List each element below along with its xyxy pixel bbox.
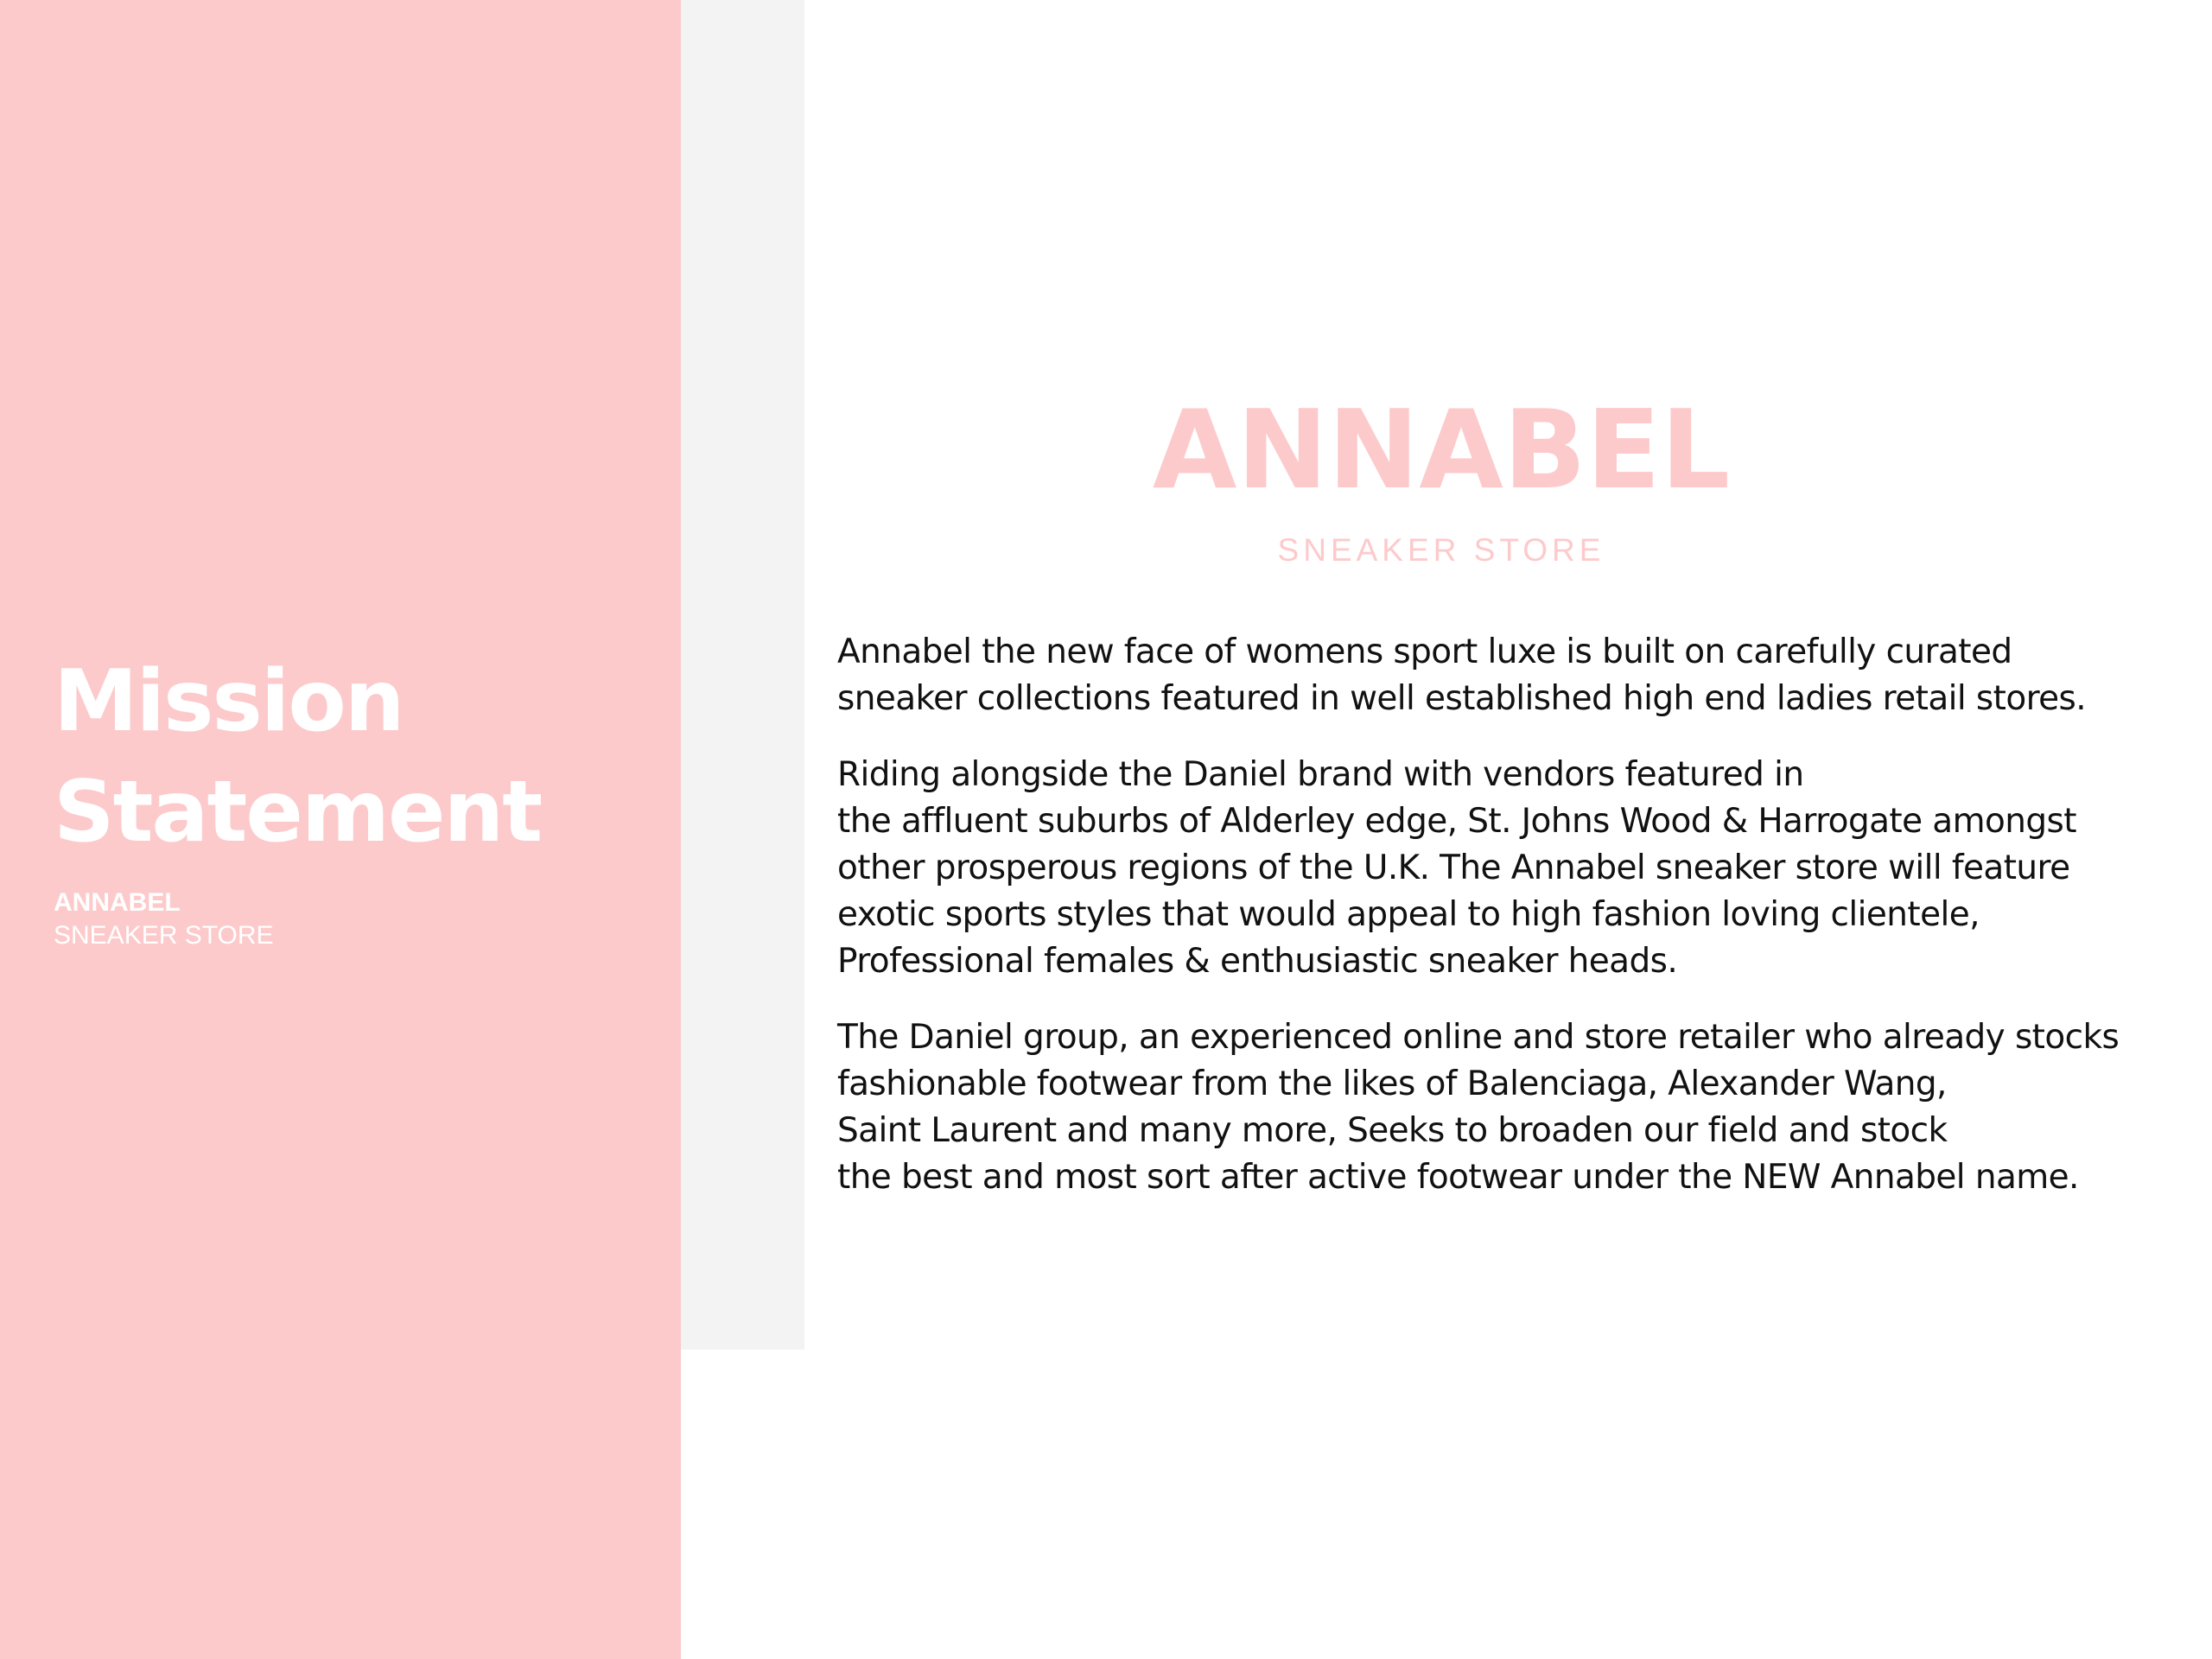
title-line-2: Statement	[54, 763, 542, 861]
text-line: the affluent suburbs of Alderley edge, St. Johns Wood & Harrogate amongst	[837, 802, 2076, 841]
text-line: exotic sports styles that would appeal to high fashion loving clientele,	[837, 895, 1980, 934]
text-line: the best and most sort after active footwear under the NEW Annabel name.	[837, 1158, 2079, 1197]
brand-logo-title: ANNABEL	[1152, 386, 1731, 513]
sidebar-brand-subtitle: SNEAKER STORE	[54, 921, 274, 950]
brand-logo-subtitle: SNEAKER STORE	[1277, 532, 1605, 568]
page-title	[54, 646, 658, 868]
paragraph-2	[837, 752, 2194, 985]
paragraph-3	[837, 1014, 2194, 1201]
title-line-1: Mission	[54, 652, 404, 751]
mission-statement-body	[837, 629, 2194, 1201]
text-line: The Daniel group, an experienced online and store retailer who already stocks	[837, 1018, 2120, 1057]
text-line: other prosperous regions of the U.K. The Annabel sneaker store will feature	[837, 849, 2070, 887]
text-line: sneaker collections featured in well established high end ladies retail stores.	[837, 679, 2087, 718]
text-line: Riding alongside the Daniel brand with vendors featured in	[837, 755, 1804, 794]
text-line: Annabel the new face of womens sport luxe is built on carefully curated	[837, 632, 2012, 671]
text-line: Saint Laurent and many more, Seeks to broaden our field and stock	[837, 1111, 1948, 1150]
decorative-strip	[681, 0, 804, 1350]
paragraph-1	[837, 629, 2194, 722]
text-line: fashionable footwear from the likes of Balenciaga, Alexander Wang,	[837, 1065, 1947, 1103]
sidebar-brand-name: ANNABEL	[54, 888, 181, 917]
text-line: Professional females & enthusiastic sneaker heads.	[837, 942, 1678, 981]
